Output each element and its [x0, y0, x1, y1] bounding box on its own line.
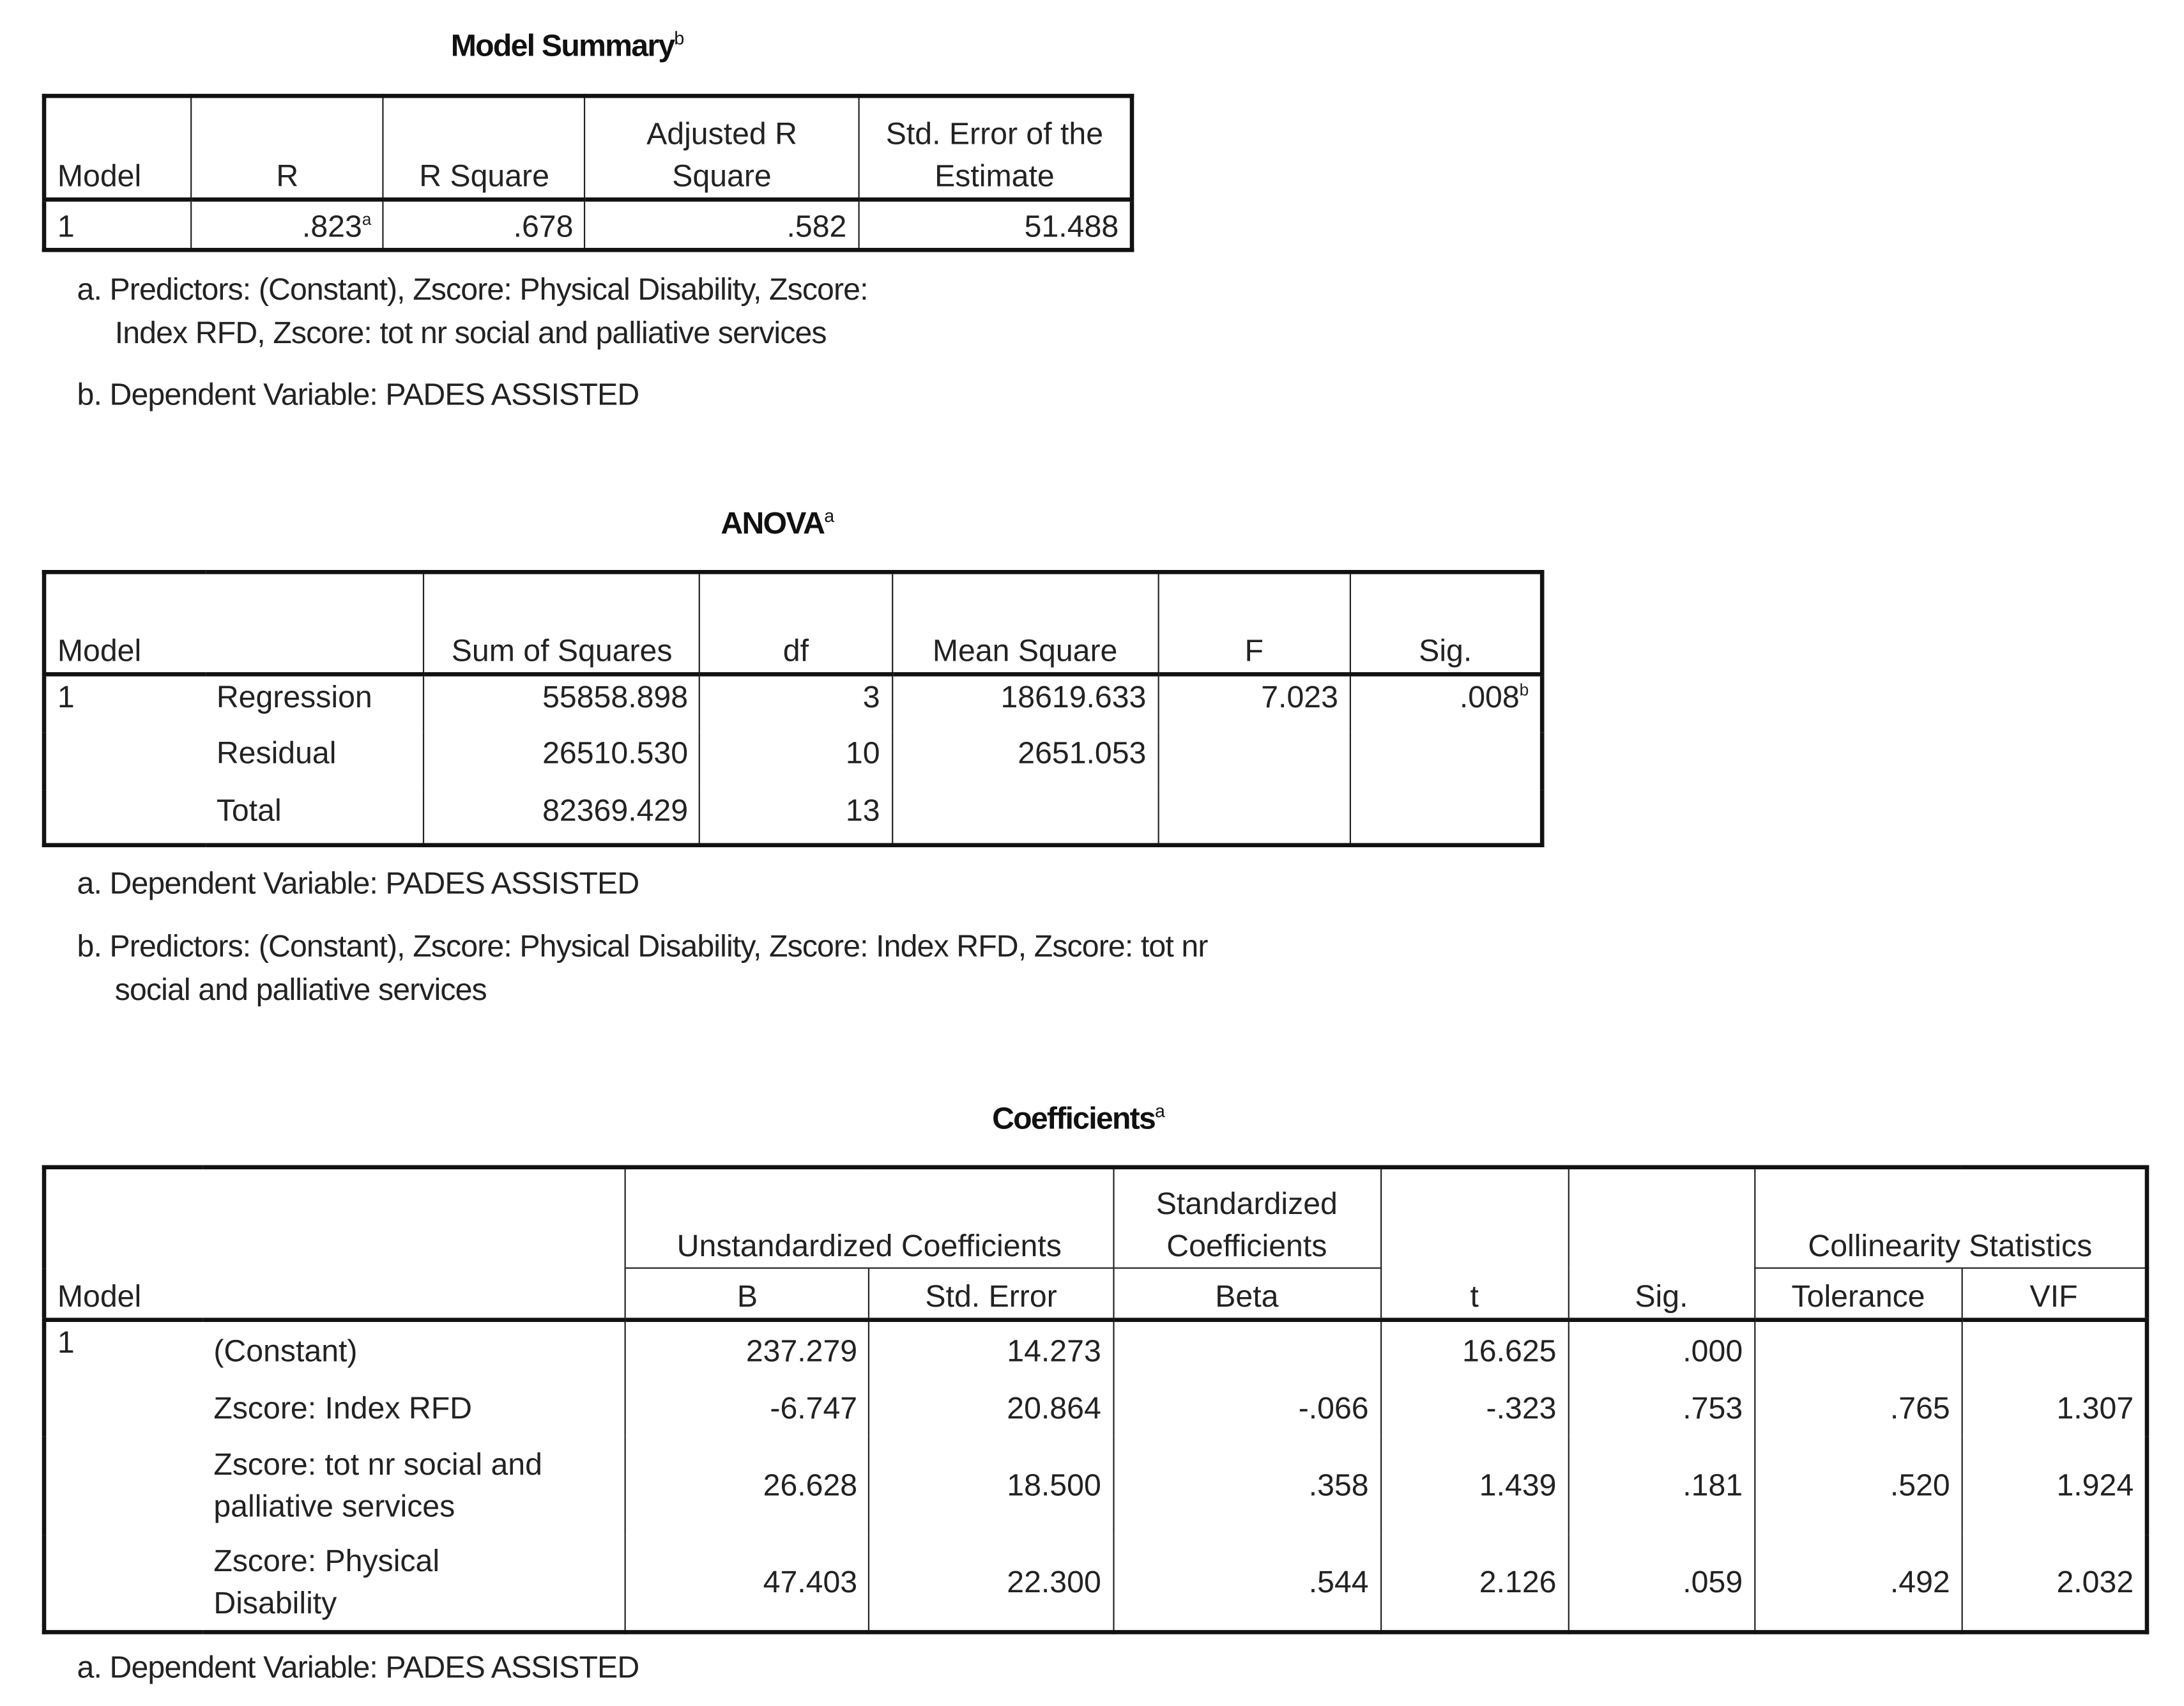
cell-r	[191, 199, 383, 250]
cell-t: 16.625	[1380, 1320, 1568, 1380]
cell-f: 7.023	[1158, 674, 1350, 732]
cell-b: 237.279	[625, 1320, 869, 1380]
col-model: Model	[44, 572, 424, 674]
col-tolerance: Tolerance	[1755, 1268, 1962, 1320]
coefficients-table	[42, 1165, 2150, 1634]
col-f: F	[1158, 572, 1350, 674]
col-sum-of-squares: Sum of Squares	[424, 572, 700, 674]
col-mean-square: Mean Square	[892, 572, 1158, 674]
col-t: t	[1380, 1167, 1568, 1320]
cell-r-square: .678	[383, 199, 585, 250]
table-row	[44, 1436, 2147, 1534]
cell-df: 13	[700, 789, 892, 845]
anova-footnote-b	[77, 925, 1208, 1011]
cell-tolerance	[1755, 1320, 1962, 1380]
col-sig: Sig.	[1350, 572, 1543, 674]
col-b: B	[625, 1268, 869, 1320]
cell-sig	[1350, 789, 1543, 845]
cell-sig: .059	[1568, 1534, 1755, 1632]
cell-beta	[1113, 1320, 1380, 1380]
title-text: Coefficients	[992, 1100, 1156, 1136]
cell-beta: .544	[1113, 1534, 1380, 1632]
footnote-mark: b	[1519, 680, 1529, 700]
col-vif: VIF	[1962, 1268, 2147, 1320]
col-df: df	[700, 572, 892, 674]
cell-sig	[1350, 732, 1543, 789]
cell-se: 14.273	[869, 1320, 1113, 1380]
title-footnote-mark: a	[1155, 1100, 1165, 1121]
cell-ms: 2651.053	[892, 732, 1158, 789]
cell-se: 22.300	[869, 1534, 1113, 1632]
group-collinearity: Collinearity Statistics	[1755, 1167, 2147, 1268]
footnote-line: b. Predictors: (Constant), Zscore: Physical Disability, Zscore: Index RFD, Zscore: tot nr	[77, 928, 1208, 964]
cell-sig: .753	[1568, 1380, 1755, 1436]
cell-beta: .358	[1113, 1436, 1380, 1534]
cell-se: 20.864	[869, 1380, 1113, 1436]
cell-ms	[892, 789, 1158, 845]
cell-ss: 26510.530	[424, 732, 700, 789]
col-std-error: Std. Error of the Estimate	[859, 96, 1132, 199]
table-row	[44, 732, 1542, 789]
row-label: Total	[205, 789, 424, 845]
col-beta: Beta	[1113, 1268, 1380, 1320]
model-summary-footnote-b: b. Dependent Variable: PADES ASSISTED	[77, 376, 639, 412]
header-group-row	[44, 1167, 2147, 1268]
footnote-mark: a	[362, 210, 372, 229]
cell-ss: 55858.898	[424, 674, 700, 732]
cell-sig: .000	[1568, 1320, 1755, 1380]
cell-tolerance: .520	[1755, 1436, 1962, 1534]
row-label: Zscore: Physical Disability	[202, 1534, 625, 1632]
cell-t: 2.126	[1380, 1534, 1568, 1632]
cell-f	[1158, 789, 1350, 845]
footnote-line: a. Predictors: (Constant), Zscore: Physical Disability, Zscore:	[77, 272, 868, 307]
model-summary-footnote-a	[77, 268, 868, 355]
table-row	[44, 1534, 2147, 1632]
coefficients-title	[798, 1101, 1358, 1137]
footnote-line: Index RFD, Zscore: tot nr social and palliative services	[114, 315, 827, 350]
title-footnote-mark: b	[674, 27, 683, 49]
group-unstandardized: Unstandardized Coefficients	[625, 1167, 1113, 1268]
sig-value: .008	[1459, 679, 1520, 714]
header-row	[44, 572, 1542, 674]
r-value: .823	[302, 208, 362, 244]
cell-beta: -.066	[1113, 1380, 1380, 1436]
cell-sig	[1350, 674, 1543, 732]
cell-vif: 2.032	[1962, 1534, 2147, 1632]
cell-b: 47.403	[625, 1534, 869, 1632]
cell-t: -.323	[1380, 1380, 1568, 1436]
cell-ms: 18619.633	[892, 674, 1158, 732]
cell-std-error: 51.488	[859, 199, 1132, 250]
row-label: Zscore: Index RFD	[202, 1380, 625, 1436]
cell-sig: .181	[1568, 1436, 1755, 1534]
coefficients-footnote-a: a. Dependent Variable: PADES ASSISTED	[77, 1649, 639, 1685]
footnote-line: social and palliative services	[114, 972, 487, 1007]
cell-df: 10	[700, 732, 892, 789]
cell-vif: 1.307	[1962, 1380, 2147, 1436]
table-row	[44, 199, 1132, 250]
title-text: Model Summary	[450, 27, 675, 63]
table-row	[44, 789, 1542, 845]
anova-table	[42, 570, 1545, 847]
cell-model: 1	[44, 674, 205, 845]
cell-f	[1158, 732, 1350, 789]
anova-title	[497, 505, 1057, 542]
table-row	[44, 674, 1542, 732]
group-standardized: Standardized Coefficients	[1113, 1167, 1380, 1268]
cell-b: -6.747	[625, 1380, 869, 1436]
cell-ss: 82369.429	[424, 789, 700, 845]
header-row	[44, 96, 1132, 199]
col-model: Model	[44, 1167, 625, 1320]
cell-tolerance: .765	[1755, 1380, 1962, 1436]
col-r: R	[191, 96, 383, 199]
row-label: Zscore: tot nr social and palliative services	[202, 1436, 625, 1534]
col-std-error: Std. Error	[869, 1268, 1113, 1320]
title-footnote-mark: a	[824, 505, 834, 526]
anova-footnote-a: a. Dependent Variable: PADES ASSISTED	[77, 865, 639, 901]
model-summary-table	[42, 94, 1134, 252]
row-label: (Constant)	[202, 1320, 625, 1380]
row-label: Residual	[205, 732, 424, 789]
col-model: Model	[44, 96, 191, 199]
cell-vif: 1.924	[1962, 1436, 2147, 1534]
cell-vif	[1962, 1320, 2147, 1380]
cell-t: 1.439	[1380, 1436, 1568, 1534]
cell-se: 18.500	[869, 1436, 1113, 1534]
model-summary-title	[287, 28, 847, 65]
cell-adj-r-square: .582	[585, 199, 859, 250]
cell-df: 3	[700, 674, 892, 732]
cell-tolerance: .492	[1755, 1534, 1962, 1632]
cell-model: 1	[44, 1320, 202, 1633]
cell-model: 1	[44, 199, 191, 250]
cell-b: 26.628	[625, 1436, 869, 1534]
table-row	[44, 1380, 2147, 1436]
col-adj-r-square: Adjusted R Square	[585, 96, 859, 199]
title-text: ANOVA	[721, 505, 825, 541]
row-label: Regression	[205, 674, 424, 732]
col-r-square: R Square	[383, 96, 585, 199]
table-row	[44, 1320, 2147, 1380]
col-sig: Sig.	[1568, 1167, 1755, 1320]
